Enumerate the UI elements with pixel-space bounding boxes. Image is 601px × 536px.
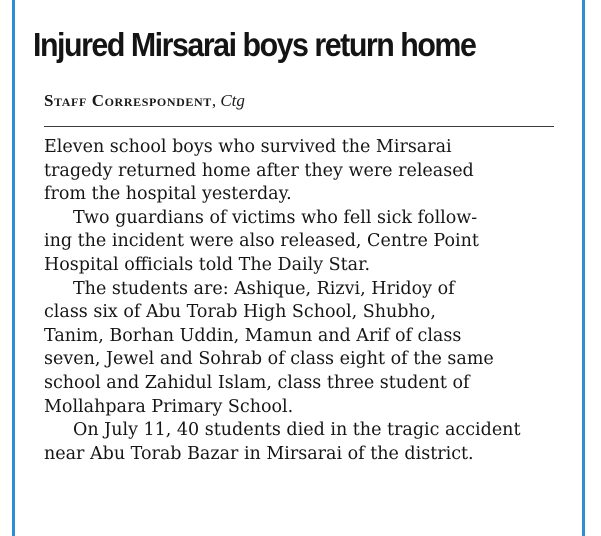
body-line: seven, Jewel and Sohrab of class eight of the same	[44, 349, 494, 370]
body-line: Eleven school boys who survived the Mirsarai	[44, 137, 452, 157]
body-line: Two guardians of victims who fell sick follow-	[73, 207, 478, 228]
body-line: near Abu Torab Bazar in Mirsarai of the district.	[44, 443, 474, 464]
body-line: from the hospital yesterday.	[44, 184, 292, 205]
byline-separator: ,	[211, 91, 221, 110]
body-line: Tanim, Borhan Uddin, Mamun and Arif of class	[44, 325, 462, 346]
body-line: On July 11, 40 students died in the tragic accident	[73, 420, 521, 441]
body-line: school and Zahidul Islam, class three student of	[44, 372, 470, 393]
headline: Injured Mirsarai boys return home	[33, 26, 476, 63]
body-line: Hospital officials told The Daily Star.	[44, 254, 371, 275]
byline-correspondent: Staff Correspondent	[44, 91, 212, 110]
body-line: Mollahpara Primary School.	[44, 396, 294, 417]
article-body	[44, 136, 564, 466]
byline	[44, 91, 245, 111]
body-line: tragedy returned home after they were released	[44, 160, 474, 181]
body-line: class six of Abu Torab High School, Shubho,	[44, 302, 436, 323]
byline-divider	[44, 126, 554, 127]
body-line: The students are: Ashique, Rizvi, Hridoy of	[73, 278, 455, 299]
body-line: ing the incident were also released, Centre Point	[44, 231, 479, 252]
byline-location: Ctg	[220, 91, 245, 110]
